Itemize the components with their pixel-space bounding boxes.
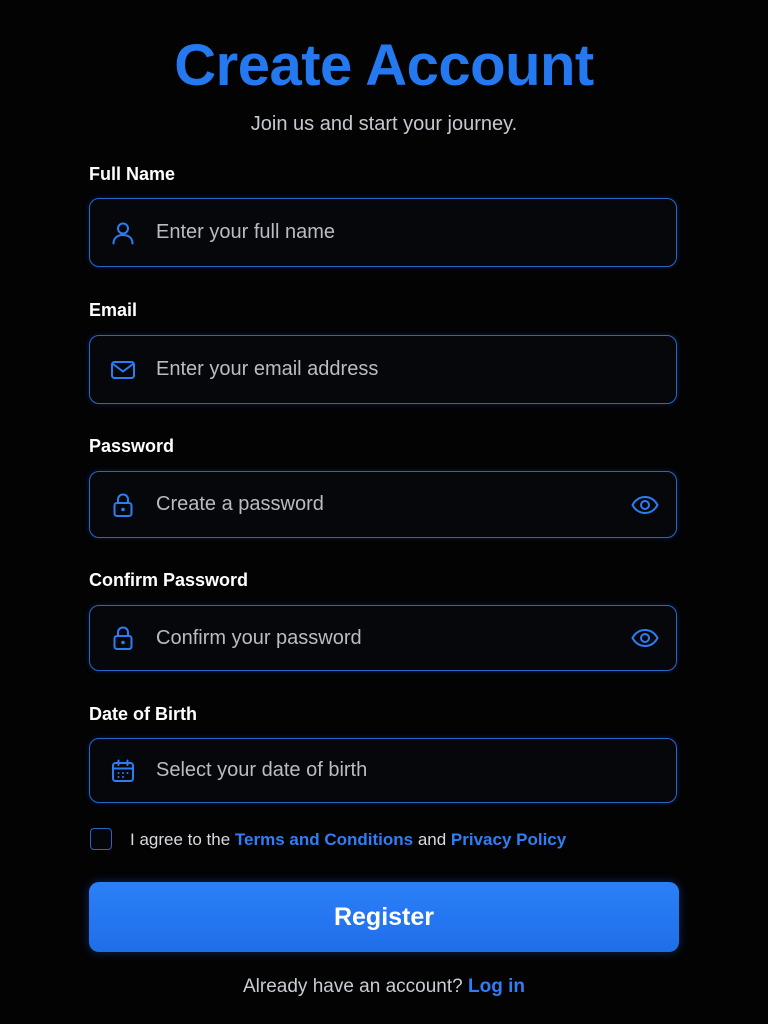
register-button[interactable]: Register — [89, 882, 679, 952]
eye-icon[interactable] — [630, 623, 660, 653]
email-label: Email — [89, 300, 138, 320]
page-title: Create Account — [174, 33, 594, 98]
confirm-password-input[interactable] — [156, 606, 596, 670]
date-of-birth-input[interactable] — [156, 739, 596, 802]
full-name-field[interactable] — [89, 198, 677, 267]
email-input[interactable] — [156, 336, 596, 403]
mail-icon — [109, 356, 137, 384]
date-of-birth-label: Date of Birth — [89, 704, 197, 724]
login-prompt — [0, 975, 768, 999]
email-field[interactable] — [89, 335, 677, 404]
lock-icon — [109, 624, 137, 652]
password-field[interactable] — [89, 471, 677, 538]
terms-agreement — [89, 826, 689, 854]
login-prompt-text: Already have an account? — [243, 976, 468, 997]
password-label: Password — [89, 436, 175, 456]
login-link[interactable]: Log in — [468, 976, 525, 997]
terms-text — [130, 829, 566, 851]
user-icon — [109, 219, 137, 247]
date-of-birth-field[interactable] — [89, 738, 677, 803]
terms-and-conditions-link[interactable]: Terms and Conditions — [234, 830, 414, 849]
eye-icon[interactable] — [630, 490, 660, 520]
privacy-policy-link[interactable]: Privacy Policy — [450, 830, 567, 849]
lock-icon — [109, 491, 137, 519]
calendar-icon — [109, 757, 137, 785]
full-name-input[interactable] — [156, 199, 596, 266]
terms-middle: and — [413, 830, 451, 849]
full-name-label: Full Name — [89, 164, 176, 184]
confirm-password-field[interactable] — [89, 605, 677, 671]
terms-prefix: I agree to the — [130, 830, 235, 849]
confirm-password-label: Confirm Password — [89, 570, 249, 590]
terms-checkbox[interactable] — [90, 828, 112, 850]
password-input[interactable] — [156, 472, 596, 537]
page-subtitle: Join us and start your journey. — [250, 113, 518, 135]
